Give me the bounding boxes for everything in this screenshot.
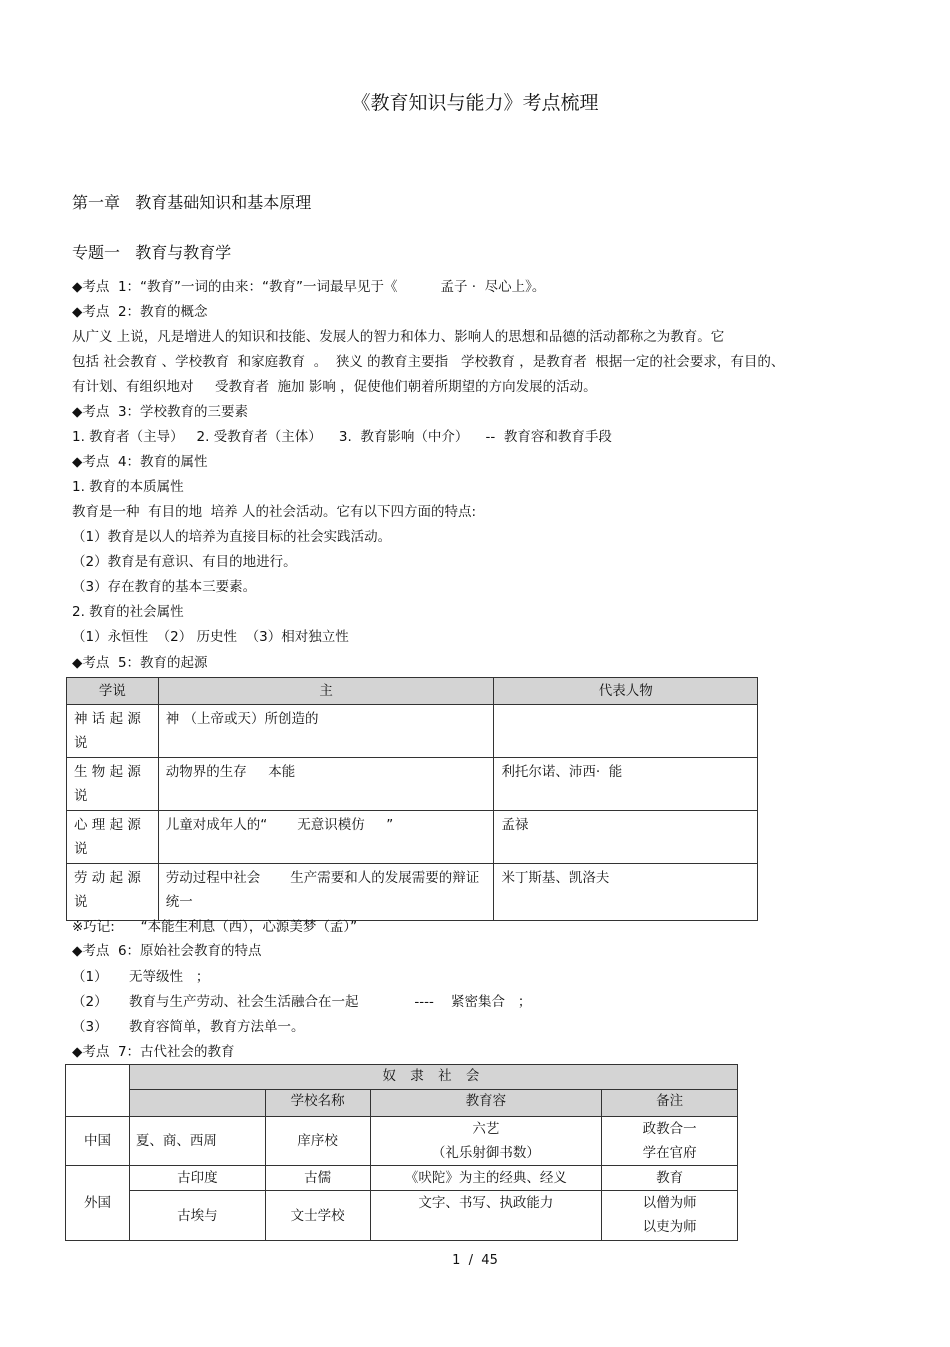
content-cell: 动物界的生存 本能 — [158, 758, 494, 811]
school-cell: 庠序校 — [265, 1117, 370, 1166]
content-cell: 文字、书写、执政能力 — [370, 1191, 602, 1241]
table-header: 学校名称 — [265, 1090, 370, 1117]
education-origin-table — [66, 677, 758, 921]
note-line: 以吏为师 — [642, 1219, 697, 1235]
text-line: （1） 无等级性 ； — [72, 969, 210, 985]
text-line: （2） 教育与生产劳动、社会生活融合在一起 ---- 紧密集合 ； — [72, 994, 532, 1010]
topic-heading: 专题一 教育与教育学 — [72, 243, 232, 262]
text-line: 1. 教育者（主导） 2. 受教育者（主体） 3. 教育影响（中介） -- 教育容和教育手段 — [72, 429, 612, 445]
content-cell: 劳动过程中社会 生产需要和人的发展需要的辩证统一 — [158, 864, 494, 921]
table-header: 代表人物 — [494, 678, 758, 705]
theory-cell: 生 物 起 源 说 — [67, 758, 159, 811]
text-line: ◆考点 3：学校教育的三要素 — [72, 404, 249, 420]
corner-cell — [66, 1065, 130, 1117]
dynasty-cell: 夏、商、西周 — [129, 1117, 265, 1166]
ancient-education-table — [65, 1064, 738, 1241]
text-line: ※巧记: “本能生利息（西），心源美梦（孟）” — [72, 919, 358, 935]
text-line: （2）教育是有意识、有目的地进行。 — [72, 554, 297, 570]
table-header — [129, 1090, 265, 1117]
theory-cell: 劳 动 起 源 说 — [67, 864, 159, 921]
text-line: 从广义 上说，凡是增进人的知识和技能、发展人的智力和体力、影响人的思想和品德的活动都称之为教育。它 — [72, 329, 725, 345]
table-row — [66, 1117, 738, 1166]
text-line: 教育是一种 有目的地 培养 人的社会活动。它有以下四方面的特点: — [72, 504, 477, 520]
text-line: ◆考点 5：教育的起源 — [72, 655, 208, 671]
theory-cell: 神 话 起 源 说 — [67, 705, 159, 758]
country-cell: 古埃与 — [129, 1191, 265, 1241]
text-line: ◆考点 4：教育的属性 — [72, 454, 208, 470]
person-cell: 利托尔诺、沛西· 能 — [494, 758, 758, 811]
table-header: 主 — [158, 678, 494, 705]
content-cell: 《吠陀》为主的经典、经义 — [370, 1166, 602, 1191]
text-line: ◆考点 7：古代社会的教育 — [72, 1044, 235, 1060]
text-line: ◆考点 1：“教育”一词的由来：“教育”一词最早见于《 孟子 · 尽心上》。 — [72, 279, 546, 295]
text-line: （1）教育是以人的培养为直接目标的社会实践活动。 — [72, 529, 392, 545]
note-cell — [602, 1117, 738, 1166]
school-cell: 古儒 — [265, 1166, 370, 1191]
text-line: 1. 教育的本质属性 — [72, 479, 184, 495]
content-cell: 儿童对成年人的“ 无意识模仿 ” — [158, 811, 494, 864]
table-row — [67, 811, 758, 864]
region-cell: 外国 — [66, 1166, 130, 1241]
table-row — [67, 864, 758, 921]
country-cell: 古印度 — [129, 1166, 265, 1191]
note-line: 政教合一 — [642, 1121, 697, 1137]
text-line: ◆考点 2：教育的概念 — [72, 304, 208, 320]
table-row — [66, 1166, 738, 1191]
text-line: （1）永恒性 （2） 历史性 （3）相对独立性 — [72, 629, 349, 645]
table-row — [66, 1191, 738, 1241]
content-line: （礼乐射御书数） — [431, 1145, 540, 1161]
note-line: 以僧为师 — [642, 1195, 697, 1211]
text-line: （3）存在教育的基本三要素。 — [72, 579, 257, 595]
school-cell: 文士学校 — [265, 1191, 370, 1241]
document-title: 《教育知识与能力》考点梳理 — [351, 92, 599, 114]
content-cell — [370, 1117, 602, 1166]
text-line: ◆考点 6：原始社会教育的特点 — [72, 943, 262, 959]
group-header: 奴 隶 社 会 — [129, 1065, 737, 1090]
content-cell: 神 （上帝或天）所创造的 — [158, 705, 494, 758]
note-line: 学在官府 — [642, 1145, 697, 1161]
content-line: 六艺 — [472, 1121, 500, 1137]
table-header: 备注 — [602, 1090, 738, 1117]
text-line: 包括 社会教育 、学校教育 和家庭教育 。 狭义 的教育主要指 学校教育 ，是教育者 根据一定的社会要求，有目的、 — [72, 354, 785, 370]
page-number: 1 / 45 — [452, 1253, 498, 1268]
note-cell — [602, 1191, 738, 1241]
note-cell: 教育 — [602, 1166, 738, 1191]
table-header: 学说 — [67, 678, 159, 705]
region-cell: 中国 — [66, 1117, 130, 1166]
theory-cell: 心 理 起 源 说 — [67, 811, 159, 864]
text-line: 有计划、有组织地对 受教育者 施加 影响 ，促使他们朝着所期望的方向发展的活动。 — [72, 379, 597, 395]
person-cell: 孟禄 — [494, 811, 758, 864]
text-line: （3） 教育容简单，教育方法单一。 — [72, 1019, 305, 1035]
table-row — [67, 758, 758, 811]
text-line: 2. 教育的社会属性 — [72, 604, 184, 620]
table-row — [67, 705, 758, 758]
chapter-heading: 第一章 教育基础知识和基本原理 — [72, 193, 312, 212]
table-header: 教育容 — [370, 1090, 602, 1117]
person-cell: 米丁斯基、凯洛夫 — [494, 864, 758, 921]
person-cell — [494, 705, 758, 758]
